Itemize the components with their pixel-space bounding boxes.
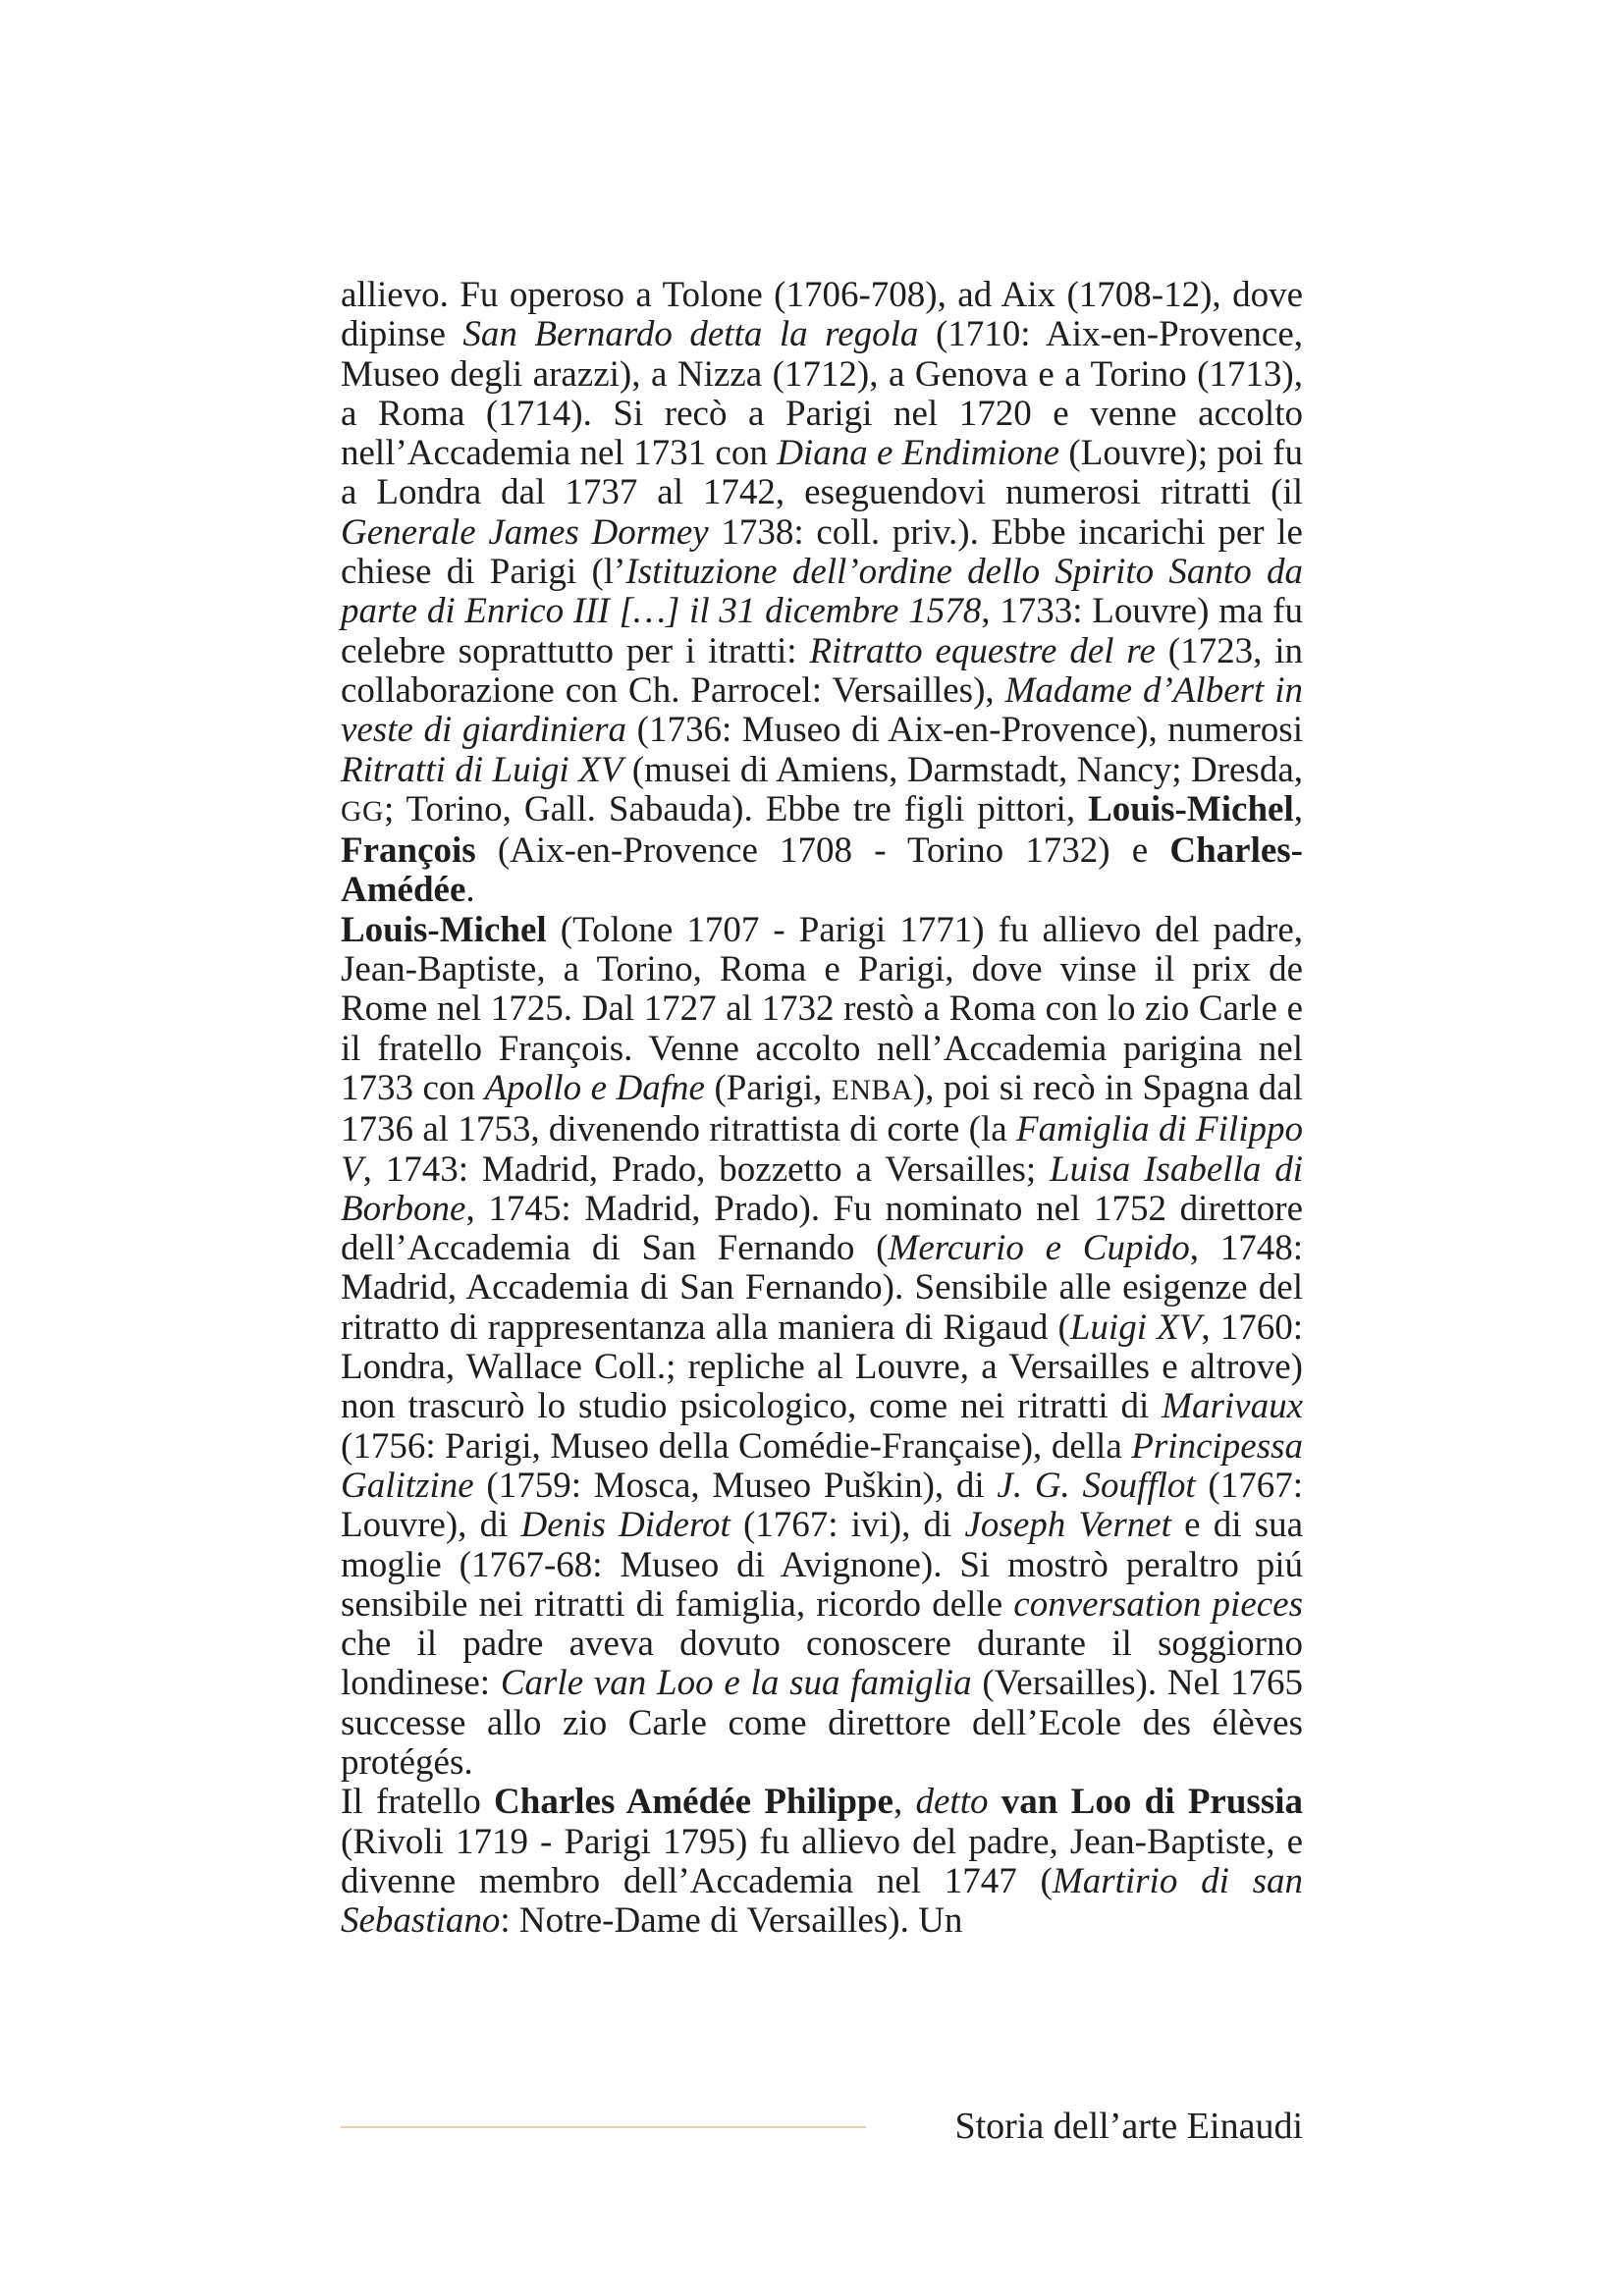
italic-text: Denis Diderot — [520, 1505, 730, 1546]
bold-name: Charles Amédée Philippe — [494, 1782, 893, 1823]
italic-text: Marivaux — [1162, 1386, 1303, 1427]
italic-text: Famiglia di Filippo V — [341, 1109, 1303, 1190]
italic-text: Luigi XV — [1069, 1307, 1202, 1348]
italic-text: Carle van Loo e la sua famiglia — [500, 1663, 972, 1704]
text-run: e di sua moglie (1767-68: Museo di Avignone). Si mostrò peraltro piú sensibile nei ritratti di famiglia, ricordo delle — [341, 1505, 1303, 1625]
main-text — [341, 276, 1303, 1941]
text-run: (1723, in collaborazione con Ch. Parrocel: Versailles), — [341, 630, 1304, 711]
italic-text: Madame d’Albert in veste di giardiniera — [341, 669, 1304, 751]
italic-text: J. G. Soufflot — [997, 1465, 1196, 1506]
text-run: , 1733: Louvre) ma fu celebre soprattutto per i itratti: — [341, 591, 1303, 671]
text-run: , 1748: Madrid, Accademia di San Fernando). Sensibile alle esigenze del ritratto di rappresentanza alla maniera di Rigaud ( — [341, 1228, 1304, 1348]
text-run: (1736: Museo di Aix-en-Provence), numerosi — [626, 710, 1303, 751]
italic-text: San Bernardo detta la regola — [462, 314, 919, 355]
text-run: ), poi si recò in Spagna dal 1736 al 1753, divenendo ritrattista di corte (la — [341, 1067, 1303, 1150]
text-run: (1767: Louvre), di — [341, 1465, 1303, 1546]
text-run: (Rivoli 1719 - Parigi 1795) fu allievo del padre, Jean-Baptiste, e divenne membro dell’Accademia nel 1747 ( — [341, 1821, 1303, 1901]
text-run: (Parigi, — [704, 1067, 832, 1108]
text-run: che il padre aveva dovuto conoscere durante il soggiorno londinese: — [341, 1624, 1303, 1704]
text-run: Il fratello — [341, 1782, 495, 1823]
text-run: ; Torino, Gall. Sabauda). Ebbe tre figli pittori, — [383, 788, 1089, 829]
italic-text: Mercurio e Cupido — [888, 1228, 1190, 1269]
bold-name: Louis-Michel — [341, 909, 547, 950]
italic-text: conversation pieces — [1013, 1583, 1303, 1625]
italic-text: Martirio di san Sebastiano — [341, 1860, 1303, 1942]
text-run: (1767: ivi), di — [730, 1505, 965, 1546]
text-run: (Tolone 1707 - Parigi 1771) fu allievo del padre, Jean-Baptiste, a Torino, Roma e Parigi, dove vinse il prix de Rome nel 1725. Dal 1727 al 1732 restò a Roma con lo zio Carle e il fratello François. Venne accolto nell’Accademia parigina nel 1733 con — [341, 909, 1303, 1108]
italic-text: detto — [915, 1782, 989, 1823]
paragraph — [341, 911, 1303, 1784]
italic-text: Ritratto equestre del re — [809, 630, 1156, 671]
text-run: allievo. Fu operoso a Tolone (1706-708), ad Aix (1708-12), dove dipinse — [341, 275, 1303, 355]
bold-name: Louis-Michel — [1088, 788, 1294, 829]
text-run: , 1745: Madrid, Prado). Fu nominato nel 1752 direttore dell’Accademia di San Fernando ( — [341, 1188, 1303, 1269]
text-run: (Versailles). Nel 1765 successe allo zio Carle come direttore dell’Ecole des élèves protégés. — [341, 1663, 1303, 1783]
text-run: (Aix-en-Provence 1708 - Torino 1732) e — [475, 830, 1170, 872]
text-run: (musei di Amiens, Darmstadt, Nancy; Dresda, — [622, 749, 1303, 790]
italic-text: Istituzione dell’ordine dello Spirito Santo da parte di Enrico III […] il 31 dicembre 1578 — [341, 552, 1303, 632]
paragraph — [341, 276, 1303, 911]
footer-rule — [341, 2126, 866, 2128]
text-run: 1738: coll. priv.). Ebbe incarichi per le chiese di Parigi (l’ — [341, 511, 1303, 593]
bold-name: François — [341, 830, 476, 872]
italic-text: Generale James Dormey — [341, 511, 709, 553]
bold-name: van Loo di Prussia — [1001, 1782, 1304, 1823]
text-run: , 1760: Londra, Wallace Coll.; repliche al Louvre, a Versailles e altrove) non trascurò lo studio psicologico, come nei ritratti di — [341, 1307, 1303, 1427]
text-run: (Louvre); poi fu a Londra dal 1737 al 1742, eseguendovi numerosi ritratti (il — [341, 433, 1303, 513]
italic-text: Apollo e Dafne — [484, 1067, 705, 1108]
page-footer — [341, 2105, 1303, 2148]
text-run — [988, 1782, 1001, 1822]
small-caps-abbrev: ENBA — [831, 1074, 913, 1106]
text-run: : Notre-Dame di Versailles). Un — [500, 1900, 963, 1942]
italic-text: Luisa Isabella di Borbone — [341, 1148, 1303, 1229]
footer-title: Storia dell’arte Einaudi — [954, 2106, 1303, 2147]
italic-text: Ritratti di Luigi XV — [341, 749, 623, 790]
bold-name: Charles-Amédée — [341, 830, 1303, 911]
italic-text: Diana e Endimione — [777, 433, 1060, 474]
text-run: (1710: Aix-en-Provence, Museo degli arazzi), a Nizza (1712), a Genova e a Torino (1713), a Roma (1714). Si recò a Parigi nel 1720 e venne accolto nell’Accademia nel 1731 con — [341, 314, 1303, 474]
text-run: (1759: Mosca, Museo Puškin), di — [473, 1465, 998, 1506]
italic-text: Principessa Galitzine — [341, 1425, 1303, 1506]
text-run: , 1743: Madrid, Prado, bozzetto a Versailles; — [362, 1148, 1051, 1190]
text-run: , — [1293, 788, 1303, 829]
text-run: , — [893, 1782, 916, 1823]
text-run: . — [465, 870, 475, 911]
small-caps-abbrev: GG — [341, 795, 384, 828]
text-run: (1756: Parigi, Museo della Comédie-Française), della — [341, 1425, 1132, 1467]
italic-text: Joseph Vernet — [964, 1505, 1171, 1546]
paragraph — [341, 1783, 1303, 1941]
